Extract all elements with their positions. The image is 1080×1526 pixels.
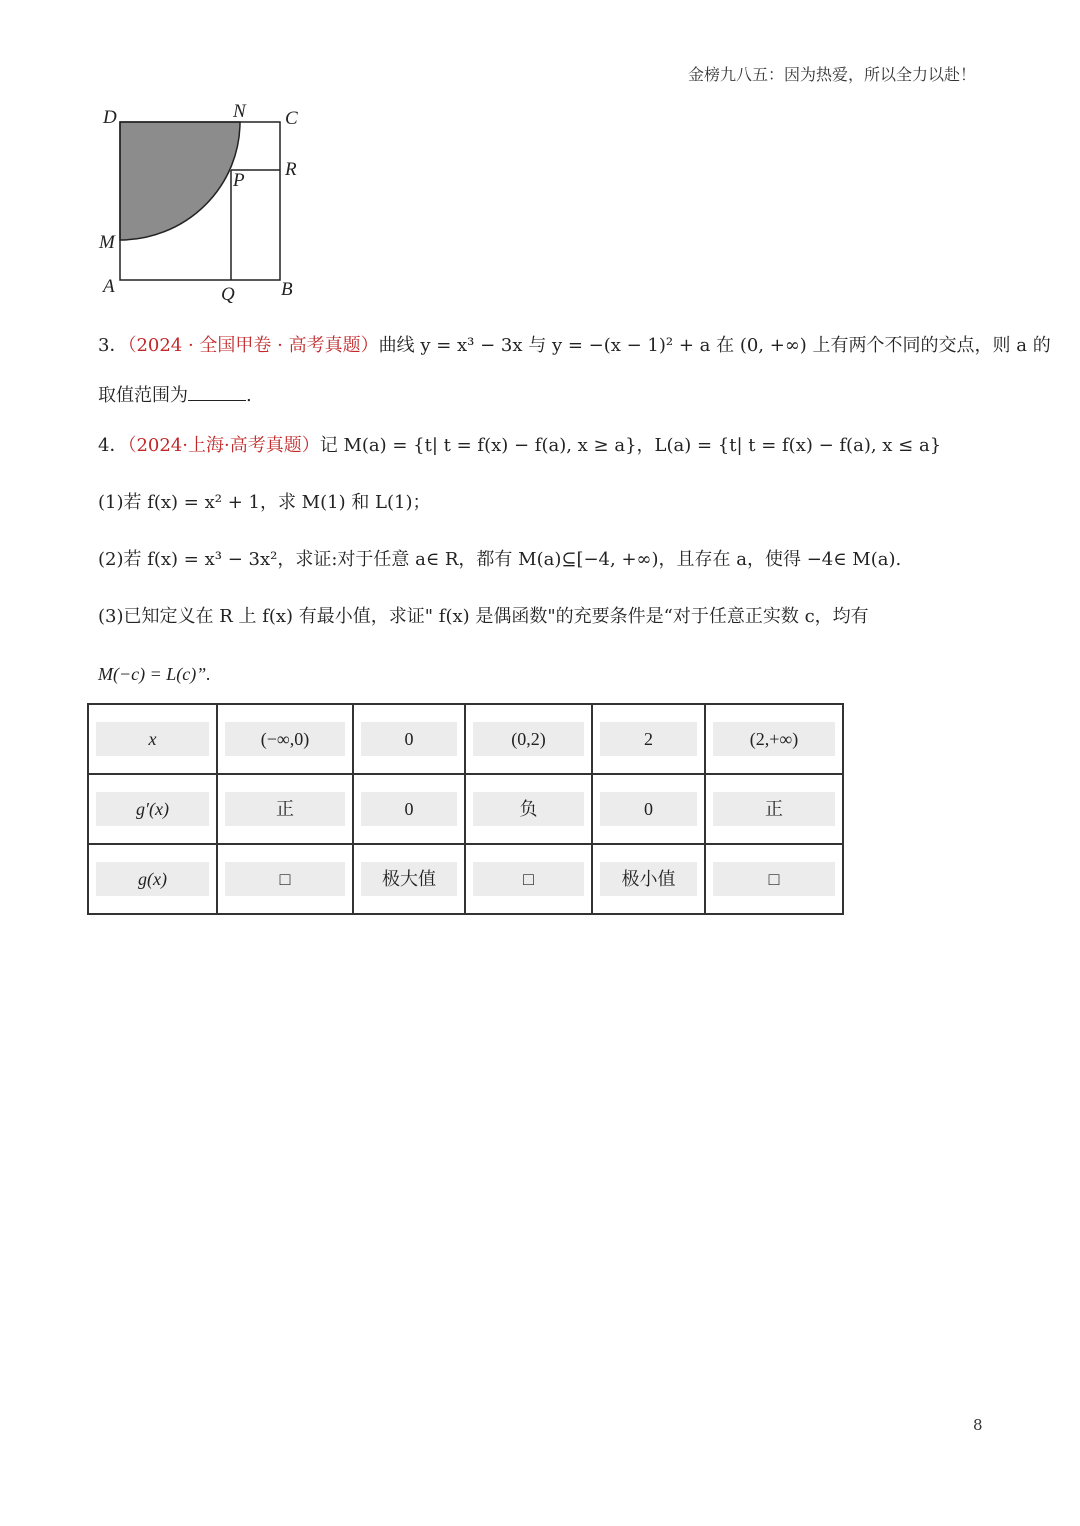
label-r: R [285, 159, 297, 180]
table-cell: (0,2) [473, 722, 584, 756]
question-3-number: 3． [98, 335, 128, 356]
table-cell: (2,+∞) [713, 722, 835, 756]
table-cell: g′(x) [96, 792, 209, 826]
table-cell: 0 [600, 792, 697, 826]
question-3-text: 曲线 y = x³ − 3x 与 y = −(x − 1)² + a 在 (0, +∞) 上有两个不同的交点，则 a 的 [378, 335, 1051, 356]
table-row-x [88, 704, 843, 774]
label-q: Q [221, 284, 235, 305]
question-4-number: 4． [98, 435, 128, 456]
label-a: A [103, 276, 115, 297]
question-4-source: （2024·上海·高考真题） [127, 435, 320, 456]
label-b: B [281, 279, 293, 300]
label-c: C [285, 108, 298, 129]
table-cell: □ [225, 862, 345, 896]
table-cell: 极大值 [361, 862, 457, 896]
table-cell: □ [713, 862, 835, 896]
page-header: 金榜九八五：因为热爱，所以全力以赴！ [687, 65, 976, 84]
table-cell: 极小值 [600, 862, 697, 896]
question-4-line-1 [98, 432, 941, 460]
question-4-part-3: (3)已知定义在 R 上 f(x) 有最小值，求证" f(x) 是偶函数"的充要条件是“对于任意正实数 c，均有 [98, 606, 869, 627]
table-cell: 负 [473, 792, 584, 826]
table-cell: x [96, 722, 209, 756]
label-d: D [103, 107, 117, 128]
question-4-part-3-end: M(−c) = L(c)”. [98, 664, 211, 684]
label-n: N [233, 101, 246, 122]
label-m: M [99, 232, 115, 253]
question-3-text-continued: 取值范围为 [98, 385, 188, 406]
question-3-period: . [246, 385, 252, 406]
table-cell: 正 [713, 792, 835, 826]
table-row-derivative [88, 774, 843, 844]
question-4-intro: 记 M(a) = {t| t = f(x) − f(a), x ≥ a}，L(a) = {t| t = f(x) − f(a), x ≤ a} [319, 435, 942, 456]
question-3-source: （2024 · 全国甲卷 · 高考真题） [127, 335, 379, 356]
table-cell: □ [473, 862, 584, 896]
table-cell: (−∞,0) [225, 722, 345, 756]
table-cell: 2 [600, 722, 697, 756]
table-cell: 0 [361, 792, 457, 826]
table-cell: 正 [225, 792, 345, 826]
answer-blank[interactable] [188, 382, 246, 401]
table-row-function [88, 844, 843, 914]
question-4-part-1: (1)若 f(x) = x² + 1，求 M(1) 和 L(1)； [98, 492, 431, 513]
table-cell: g(x) [96, 862, 209, 896]
label-p: P [233, 170, 245, 191]
geometry-diagram [95, 95, 315, 310]
question-3-line-2 [98, 382, 252, 410]
question-3-line-1 [98, 332, 1051, 360]
page-number: 8 [973, 1416, 983, 1434]
sign-table [87, 703, 844, 915]
question-4-part-2: (2)若 f(x) = x³ − 3x²，求证:对于任意 a∈ R，都有 M(a)⊆[−4, +∞)，且存在 a，使得 −4∈ M(a). [98, 549, 902, 570]
shaded-quarter-circle [120, 122, 240, 240]
table-cell: 0 [361, 722, 457, 756]
